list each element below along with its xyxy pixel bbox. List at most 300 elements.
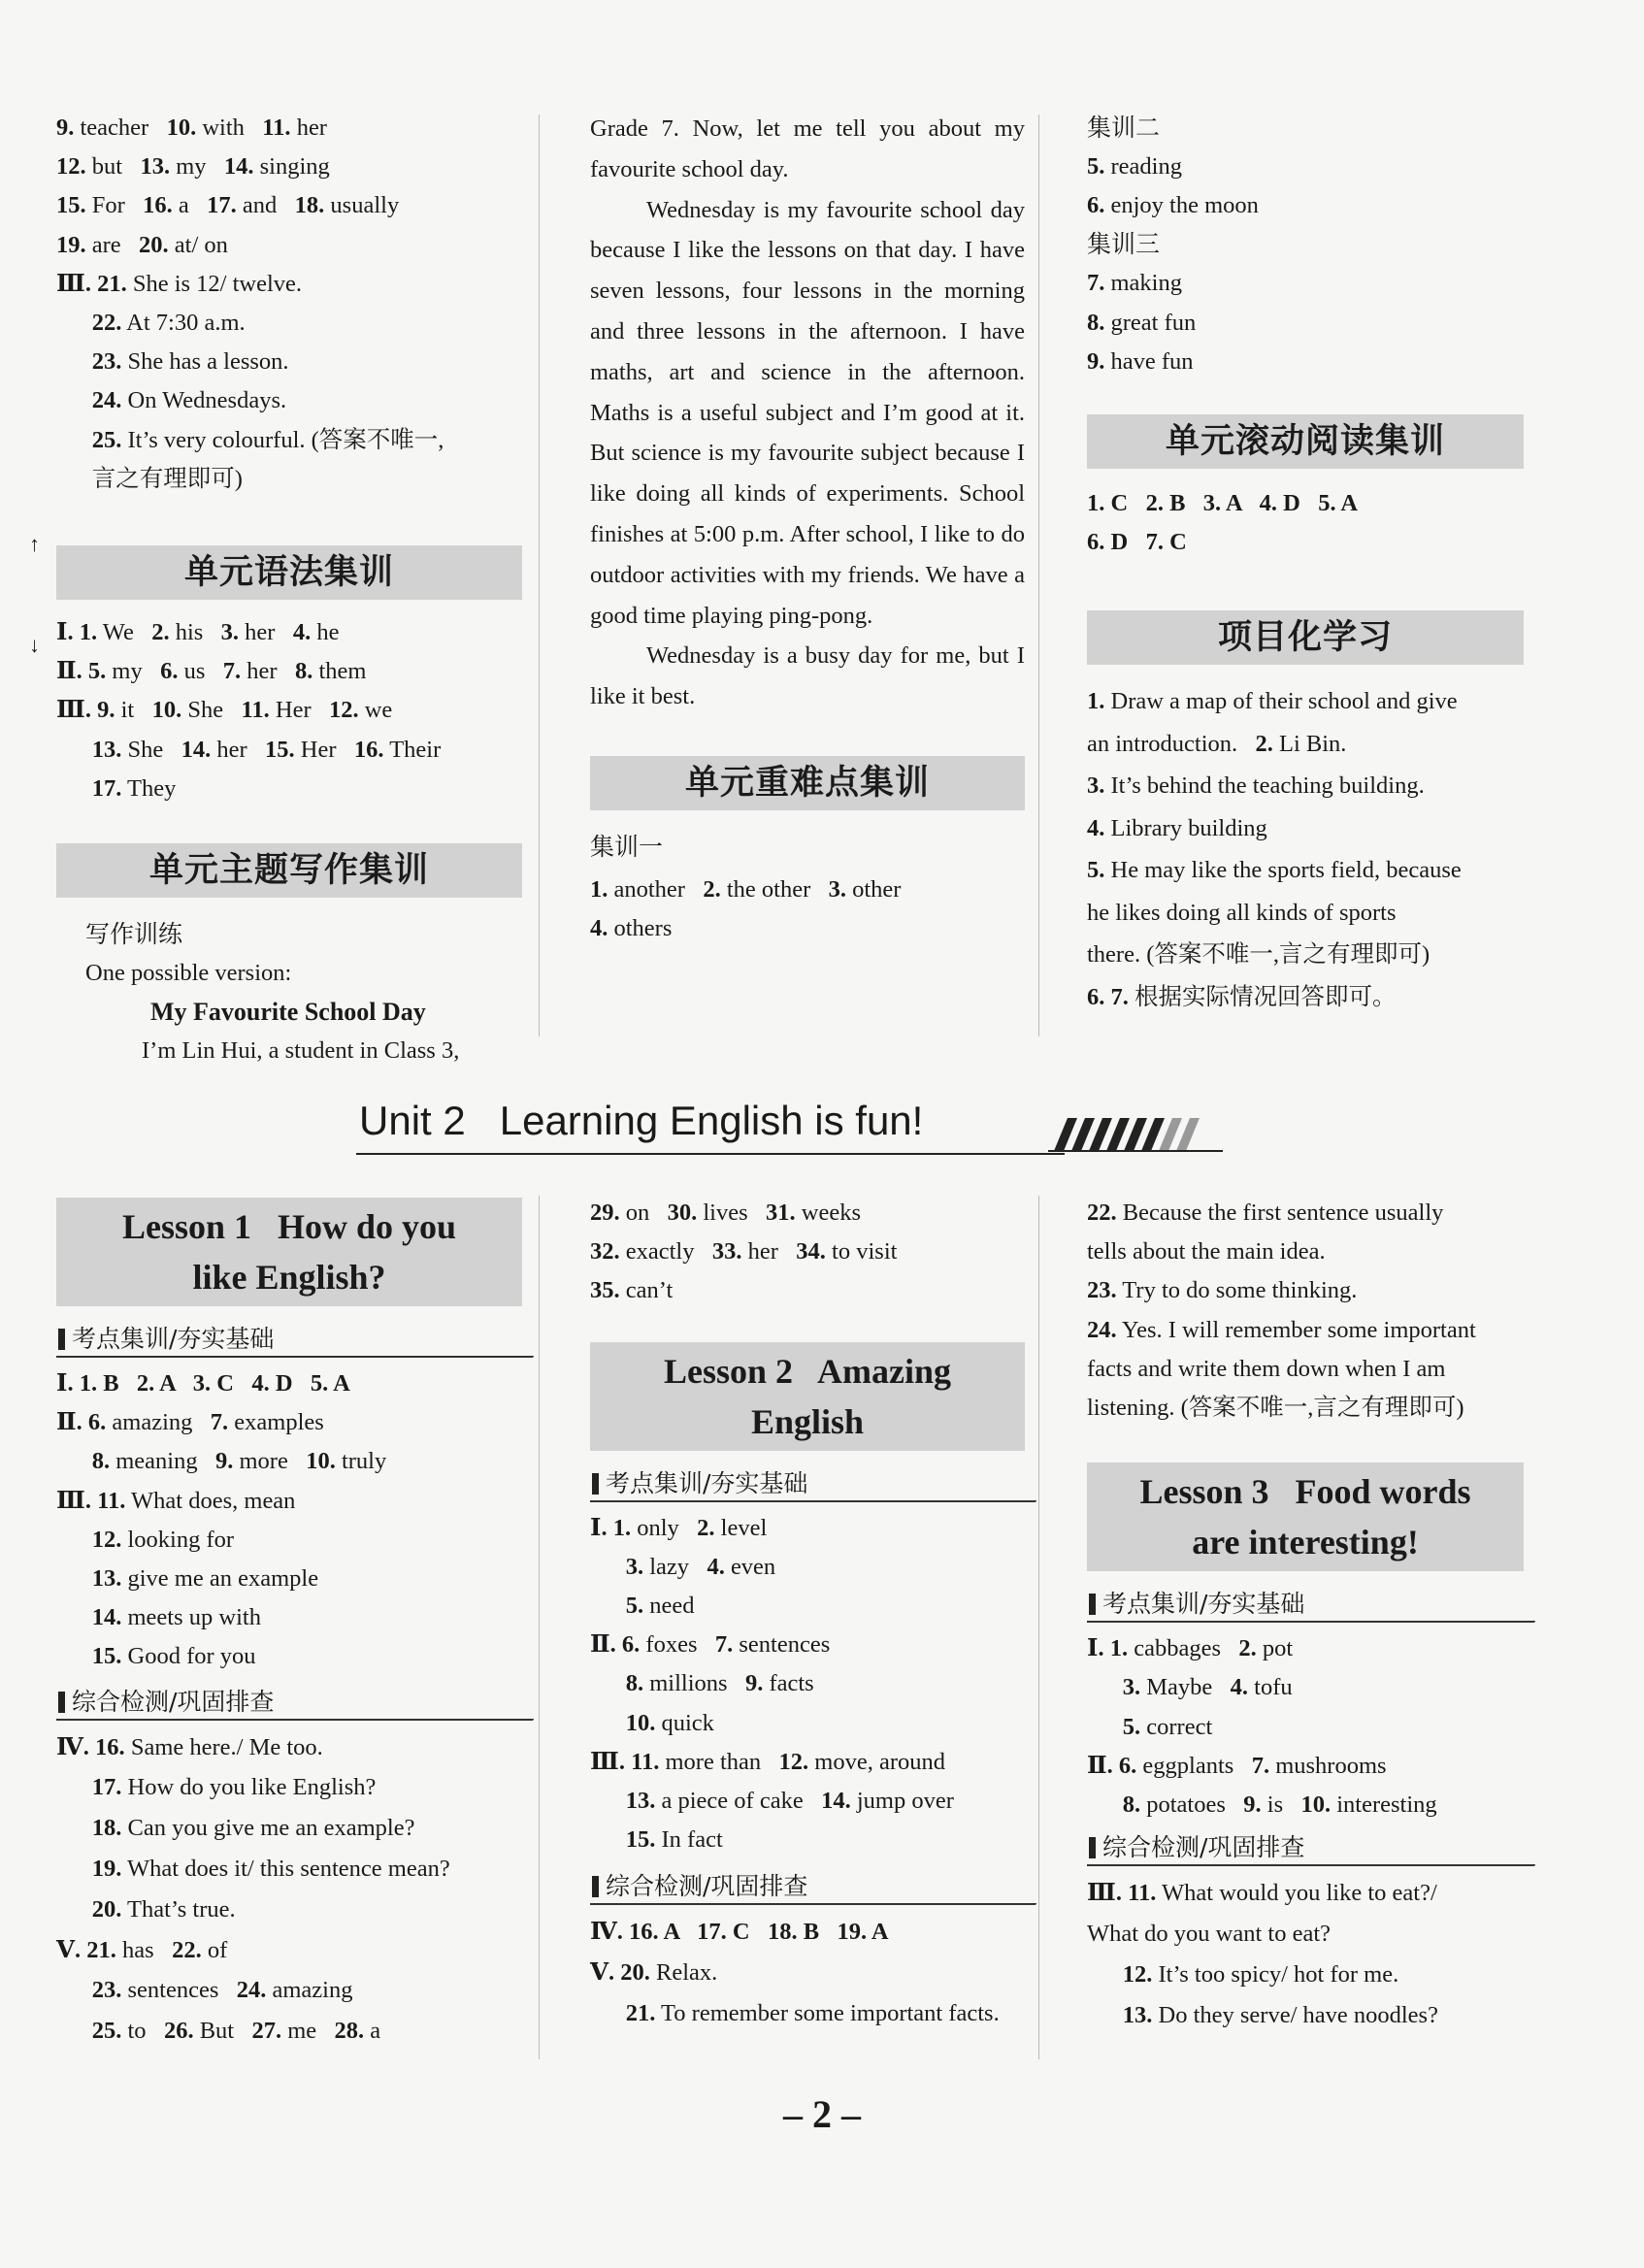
answer-line: [590, 1704, 1025, 1743]
reading-section-title: 单元滚动阅读集训: [1087, 414, 1524, 469]
lesson-2-title: [590, 1342, 1025, 1451]
answer-number: 27.: [251, 2018, 282, 2045]
answer-text: give me an example: [121, 1565, 319, 1593]
review-answers-continued: [590, 1194, 1025, 1311]
answer-text: To remember some important facts.: [655, 2000, 1000, 2027]
answer-number: 23.: [1087, 1277, 1117, 1304]
answer-text: examples: [228, 1409, 324, 1436]
answer-number: Ⅲ. 11.: [56, 1487, 126, 1514]
answer-text: [590, 2000, 626, 2026]
answer-number: 12.: [1122, 1960, 1153, 1988]
answer-line: [56, 1767, 522, 1808]
answer-text: to: [121, 2018, 164, 2045]
answer-line: [1087, 723, 1524, 766]
answer-text: [56, 2018, 92, 2044]
lesson-1-title: [56, 1198, 522, 1306]
answer-text: What does, mean: [125, 1487, 296, 1514]
answer-number: 32.: [590, 1238, 620, 1265]
answer-text: jump over: [850, 1788, 954, 1815]
answer-number: 9.: [744, 1670, 764, 1697]
section-header: 综合检测/巩固排查: [56, 1683, 522, 1722]
answer-text: Library building: [1104, 814, 1267, 841]
answer-text: [56, 1815, 92, 1841]
answer-number: 22.: [91, 310, 122, 337]
answer-text: quick: [655, 1709, 714, 1736]
answer-text: [56, 348, 92, 375]
answer-number: 3.: [625, 1553, 644, 1580]
answer-number: 24.: [91, 387, 122, 414]
answer-text: cabbages: [1128, 1635, 1239, 1662]
answer-text: he likes doing all kinds of sports: [1087, 899, 1397, 926]
answer-number: 12.: [328, 697, 359, 724]
answer-number: 9.: [56, 115, 75, 141]
answer-number: 14.: [181, 736, 212, 763]
answer-line: [1087, 148, 1524, 186]
answer-number: 13.: [1122, 2001, 1153, 2028]
answer-line: [56, 691, 522, 730]
essay-paragraph: Wednesday is my favourite school day because I like the lessons on that day. I have seven lessons, four lessons in the morning and three lessons in the afternoon. I have maths, art and science in the afternoon. Maths is a useful subject and I’m good at it. But science is my favourite subject because I like doing all kinds of experiments. School finishes at 5:00 p.m. After school, I like to do outdoor activities with my friends. We have a good time playing ping-pong.: [590, 196, 1025, 629]
answer-number: 23.: [91, 348, 122, 376]
review-answers-continued: [1087, 1194, 1524, 1428]
answer-number: 13.: [91, 736, 122, 763]
answer-text: [56, 387, 92, 413]
answer-text: He may like the sports field, because: [1104, 857, 1462, 884]
answer-line: [590, 1233, 1025, 1271]
answer-number: 1.: [590, 875, 608, 903]
answer-number: 20.: [91, 1895, 122, 1923]
answer-number: 10.: [625, 1709, 656, 1736]
answer-number: 9.: [1087, 347, 1105, 375]
review-answers: [1087, 1873, 1524, 2035]
answer-line: [56, 613, 522, 652]
answer-line: [1087, 1233, 1524, 1271]
answer-text: [590, 1670, 626, 1696]
answer-number: 11.: [241, 697, 270, 724]
answer-number: 6. 7.: [1087, 983, 1129, 1010]
answer-number: 15.: [265, 736, 295, 763]
answer-number: Ⅲ. 21.: [56, 270, 127, 297]
answer-line: [1087, 765, 1524, 807]
answer-text: Relax.: [649, 1959, 718, 1987]
review-answers: [56, 1727, 522, 2052]
answer-number: 19.: [91, 1856, 122, 1883]
answer-text: [56, 1448, 92, 1474]
answer-line: [1087, 1955, 1524, 1995]
answer-line: [1087, 304, 1524, 343]
answer-line: [56, 421, 522, 460]
answer-text: tofu: [1248, 1674, 1293, 1701]
answer-line: [590, 1271, 1025, 1310]
answer-text: [56, 1643, 92, 1669]
answer-line: [56, 770, 522, 808]
answer-number: Ⅱ. 6.: [56, 1409, 107, 1436]
answer-text: Yes. I will remember some important: [1116, 1316, 1476, 1343]
answer-text: It’s very colourful. (答案不唯一,: [121, 426, 444, 453]
answer-line: [56, 109, 522, 148]
answer-text: he: [311, 619, 340, 646]
answer-text: sentences: [121, 1977, 237, 2004]
answer-line: [590, 1587, 1025, 1626]
answer-number: 13.: [91, 1565, 122, 1593]
lesson-3-title: [1087, 1463, 1524, 1571]
answer-line: [1087, 186, 1524, 225]
basics-answers: [56, 1364, 522, 1677]
answer-number: 15.: [91, 1643, 122, 1670]
answer-text: Her: [294, 736, 354, 763]
answer-line: [1087, 523, 1524, 562]
answer-text: Same here./ Me too.: [124, 1733, 323, 1760]
essay-paragraph: Grade 7. Now, let me tell you about my favourite school day.: [590, 115, 1025, 182]
answer-text: need: [643, 1593, 695, 1620]
answer-line: [56, 1442, 522, 1481]
top-column-1: [56, 109, 522, 1071]
answer-text: Do they serve/ have noodles?: [1152, 2001, 1438, 2028]
unit-title: Unit 2 Learning English is fun!: [359, 1098, 924, 1143]
section-header: 考点集训/夯实基础: [1087, 1585, 1524, 1624]
answer-line: [56, 1521, 522, 1560]
writing-section-title: 单元主题写作集训: [56, 843, 522, 898]
set-two-answers: [1087, 148, 1524, 225]
answer-number: 6. D 7. C: [1087, 529, 1187, 556]
answer-line: [56, 1403, 522, 1442]
answer-text: What do you want to eat?: [1087, 1921, 1332, 1948]
reading-answers: [1087, 484, 1524, 562]
answer-line: [56, 1727, 522, 1768]
bottom-column-1: [56, 1198, 522, 2052]
answer-number: 10.: [306, 1448, 336, 1475]
answer-text: Good for you: [121, 1643, 256, 1670]
answer-number: 5.: [1087, 153, 1105, 180]
answer-text: usually: [324, 192, 400, 219]
answer-text: to visit: [825, 1238, 898, 1265]
answer-line: [56, 148, 522, 186]
answer-text: can’t: [619, 1277, 674, 1304]
answer-text: [590, 1593, 626, 1619]
answer-line: [1087, 1271, 1524, 1310]
answer-text: Can you give me an example?: [121, 1815, 415, 1842]
answer-text: Maybe: [1140, 1674, 1231, 1701]
writing-label: 写作训练: [85, 920, 183, 949]
answer-text: [56, 427, 92, 453]
answer-text: singing: [253, 153, 330, 181]
answer-text: For: [85, 192, 144, 219]
answer-line: [590, 909, 1025, 948]
answer-number: 7.: [210, 1409, 229, 1436]
answer-text: 言之有理即可): [56, 465, 243, 492]
answer-number: 18.: [294, 192, 325, 219]
answer-number: 19.: [56, 231, 86, 258]
answer-text: Try to do some thinking.: [1116, 1277, 1358, 1304]
answer-text: an introduction.: [1087, 730, 1256, 757]
answer-text: [56, 1856, 92, 1882]
set-three-label: 集训三: [1087, 230, 1161, 259]
answer-number: 22.: [172, 1936, 202, 1963]
answer-number: 1. C 2. B 3. A 4. D 5. A: [1087, 490, 1359, 517]
answer-line: [56, 731, 522, 770]
answer-text: amazing: [266, 1977, 353, 2004]
set-two-label: 集训二: [1087, 114, 1161, 142]
answer-number: 2.: [1255, 730, 1273, 757]
answer-text: But: [193, 2018, 252, 2045]
answer-line: [56, 1560, 522, 1598]
answer-text: lives: [697, 1200, 767, 1226]
answer-line: [1087, 1873, 1524, 1914]
answer-line: [56, 265, 522, 304]
answer-number: 17.: [91, 774, 122, 802]
answer-number: 29.: [590, 1200, 620, 1226]
answer-number: 25.: [91, 426, 122, 453]
top-column-2: [590, 109, 1025, 948]
answer-text: her: [741, 1238, 797, 1265]
page-number: – 2 –: [783, 2092, 861, 2136]
answer-line: [56, 1637, 522, 1676]
answer-line: [1087, 934, 1524, 976]
answer-line: [590, 1993, 1025, 2034]
answer-line: [1087, 1747, 1524, 1786]
answer-text: [56, 1604, 92, 1630]
answer-number: Ⅴ. 21.: [56, 1936, 116, 1963]
answer-text: It’s behind the teaching building.: [1104, 772, 1425, 800]
answer-number: 8.: [625, 1670, 644, 1697]
answer-number: 7.: [222, 658, 242, 685]
answer-text: my: [106, 658, 161, 685]
answer-text: them: [312, 658, 367, 685]
answer-text: Draw a map of their school and give: [1104, 688, 1458, 715]
lesson-title-line: are interesting!: [1192, 1523, 1419, 1562]
answer-text: [56, 1565, 92, 1592]
answer-text: What would you like to eat?/: [1156, 1880, 1437, 1907]
answer-text: foxes: [640, 1631, 715, 1659]
answer-text: [56, 310, 92, 336]
answer-text: reading: [1104, 153, 1182, 180]
answer-text: meaning: [110, 1448, 215, 1475]
answer-number: Ⅲ. 11.: [590, 1748, 660, 1775]
answer-number: Ⅱ. 6.: [1087, 1752, 1137, 1779]
answer-number: 16.: [353, 736, 384, 763]
answer-text: That’s true.: [121, 1895, 236, 1923]
answer-number: 16.: [143, 192, 173, 219]
answer-text: is: [1261, 1791, 1301, 1819]
answer-text: [590, 1554, 626, 1580]
answer-line: [56, 226, 522, 265]
answer-text: Her: [269, 697, 329, 724]
answer-line: [590, 1664, 1025, 1703]
answer-text: move, around: [808, 1748, 945, 1775]
answer-text: On Wednesdays.: [121, 387, 287, 414]
answer-text: We: [97, 619, 152, 646]
answer-number: 15.: [56, 192, 86, 219]
answer-number: 7.: [1087, 270, 1105, 297]
answer-number: 26.: [163, 2018, 194, 2045]
answer-text: pot: [1256, 1635, 1294, 1662]
writing-version: One possible version:: [85, 960, 292, 987]
answer-text: other: [846, 875, 902, 903]
bottom-column-3: [1087, 1194, 1524, 2035]
answer-text: [56, 775, 92, 802]
answer-line: [1087, 1629, 1524, 1668]
answer-line: [1087, 976, 1524, 1019]
answer-number: 22.: [1087, 1200, 1117, 1226]
answer-line: [1087, 1914, 1524, 1955]
set-three-answers: [1087, 264, 1524, 381]
answer-text: Li Bin.: [1272, 730, 1347, 757]
answer-number: 21.: [625, 2000, 656, 2027]
answer-text: facts and write them down when I am: [1087, 1355, 1446, 1382]
answer-line: [590, 1743, 1025, 1782]
answer-text: her: [239, 619, 293, 646]
answer-text: us: [178, 658, 223, 685]
answer-line: [1087, 484, 1524, 523]
answer-text: mushrooms: [1269, 1752, 1387, 1779]
answer-text: [1087, 1961, 1123, 1988]
answer-number: 33.: [711, 1238, 742, 1265]
answer-number: 3.: [1122, 1674, 1141, 1701]
answer-lines: [56, 265, 522, 499]
answer-number: 25.: [91, 2018, 122, 2045]
margin-mark: ↑: [29, 532, 40, 556]
answer-text: making: [1104, 270, 1182, 297]
answer-text: on: [619, 1200, 668, 1226]
answer-number: Ⅰ. 1. B 2. A 3. C 4. D 5. A: [56, 1370, 350, 1397]
answer-number: 6.: [160, 658, 179, 685]
answer-number: 31.: [766, 1200, 796, 1226]
answer-text: Because the first sentence usually: [1116, 1200, 1444, 1226]
answer-text: me: [281, 2018, 335, 2045]
answer-text: [590, 1826, 626, 1853]
answer-text: level: [714, 1514, 768, 1541]
lesson-title-line: English: [750, 1401, 865, 1441]
essay-title: My Favourite School Day: [150, 998, 426, 1027]
answer-text: [590, 1788, 626, 1814]
answer-number: Ⅳ. 16. A 17. C 18. B 19. A: [590, 1919, 889, 1946]
essay-first-line: I’m Lin Hui, a student in Class 3,: [142, 1037, 460, 1065]
answer-text: great fun: [1104, 309, 1197, 336]
review-answers: [590, 1912, 1025, 2033]
answer-text: only: [631, 1514, 698, 1541]
answer-number: 10.: [1300, 1791, 1332, 1819]
answer-line: [1087, 343, 1524, 381]
answer-text: At 7:30 a.m.: [121, 310, 246, 337]
answer-text: [56, 1774, 92, 1800]
answer-number: 4.: [1230, 1674, 1249, 1701]
answer-text: there. (答案不唯一,言之有理即可): [1087, 941, 1430, 969]
section-header: 综合检测/巩固排查: [1087, 1828, 1524, 1867]
answer-line: [56, 1849, 522, 1890]
answer-text: we: [358, 697, 393, 724]
answer-text: amazing: [106, 1409, 211, 1436]
answer-line: [590, 1953, 1025, 1993]
answer-line: [1087, 849, 1524, 892]
answer-text: others: [608, 915, 673, 942]
answer-line: [590, 1626, 1025, 1664]
answer-number: 2.: [1238, 1635, 1257, 1662]
answer-lines: [56, 109, 522, 265]
answer-line: [56, 381, 522, 420]
answer-line: [56, 304, 522, 343]
answer-line: [1087, 1311, 1524, 1350]
answer-text: They: [121, 774, 177, 802]
answer-number: 14.: [821, 1788, 851, 1815]
answer-number: 1.: [1087, 688, 1105, 715]
answer-number: 17.: [207, 192, 237, 219]
answer-number: 5.: [1122, 1713, 1141, 1740]
answer-number: Ⅱ. 6.: [590, 1631, 641, 1659]
answer-number: 7.: [1251, 1752, 1270, 1779]
answer-number: 4.: [1087, 814, 1105, 841]
grammar-answers: [56, 613, 522, 808]
answer-number: Ⅰ. 1.: [56, 619, 98, 646]
lesson-title-line: Lesson 2 Amazing: [663, 1351, 952, 1391]
answer-line: [590, 871, 1025, 909]
answer-text: It’s too spicy/ hot for me.: [1152, 1960, 1399, 1988]
project-section-title: 项目化学习: [1087, 610, 1524, 665]
answer-number: 2.: [703, 875, 721, 903]
answer-number: 7.: [714, 1631, 734, 1659]
answer-line: [1087, 264, 1524, 303]
answer-number: 8.: [91, 1448, 111, 1475]
answer-text: correct: [1140, 1713, 1213, 1740]
answer-text: her: [211, 736, 266, 763]
answer-line: [590, 1194, 1025, 1233]
answer-line: [1087, 1995, 1524, 2036]
answer-number: Ⅲ. 9.: [56, 697, 115, 724]
answer-text: [56, 1527, 92, 1553]
answer-text: a: [364, 2018, 381, 2045]
answer-number: Ⅱ. 5.: [56, 658, 107, 685]
answer-text: [1087, 1674, 1123, 1700]
answer-text: my: [170, 153, 224, 181]
decorative-stripes: [1048, 1114, 1223, 1153]
answer-text: of: [201, 1936, 228, 1963]
answer-line: [56, 1482, 522, 1521]
answer-number: 30.: [667, 1200, 698, 1226]
section-header: 考点集训/夯实基础: [56, 1320, 522, 1359]
answer-text: [56, 737, 92, 763]
answer-number: 24.: [1087, 1316, 1117, 1343]
answer-text: potatoes: [1140, 1791, 1244, 1819]
key-points-section-title: 单元重难点集训: [590, 756, 1025, 810]
answer-number: 5.: [1087, 857, 1105, 884]
answer-line: [56, 460, 522, 499]
answer-text: more: [233, 1448, 307, 1475]
lesson-title-line: Lesson 3 Food words: [1139, 1472, 1471, 1512]
answer-line: [1087, 1389, 1524, 1428]
answer-text: eggplants: [1136, 1752, 1252, 1779]
answer-line: [1087, 1786, 1524, 1824]
answer-text: tells about the main idea.: [1087, 1238, 1326, 1265]
answer-number: 12.: [91, 1526, 122, 1553]
answer-line: [1087, 1668, 1524, 1707]
answer-line: [1087, 1350, 1524, 1389]
answer-number: 10.: [151, 697, 182, 724]
unit-title-rule: [356, 1153, 1065, 1155]
answer-line: [56, 1598, 522, 1637]
answer-line: [56, 186, 522, 225]
answer-number: Ⅰ. 1.: [590, 1514, 632, 1541]
answer-line: [1087, 807, 1524, 850]
answer-number: 12.: [778, 1748, 809, 1775]
answer-text: it: [115, 697, 152, 724]
answer-text: meets up with: [121, 1604, 261, 1631]
answer-number: 5.: [625, 1593, 644, 1620]
answer-number: 24.: [236, 1977, 267, 2004]
answer-number: Ⅲ. 11.: [1087, 1880, 1157, 1907]
answer-text: How do you like English?: [121, 1774, 377, 1801]
answer-line: [590, 1509, 1025, 1548]
answer-text: facts: [763, 1670, 814, 1697]
project-answers: [1087, 680, 1524, 1018]
answer-text: more than: [659, 1748, 779, 1775]
